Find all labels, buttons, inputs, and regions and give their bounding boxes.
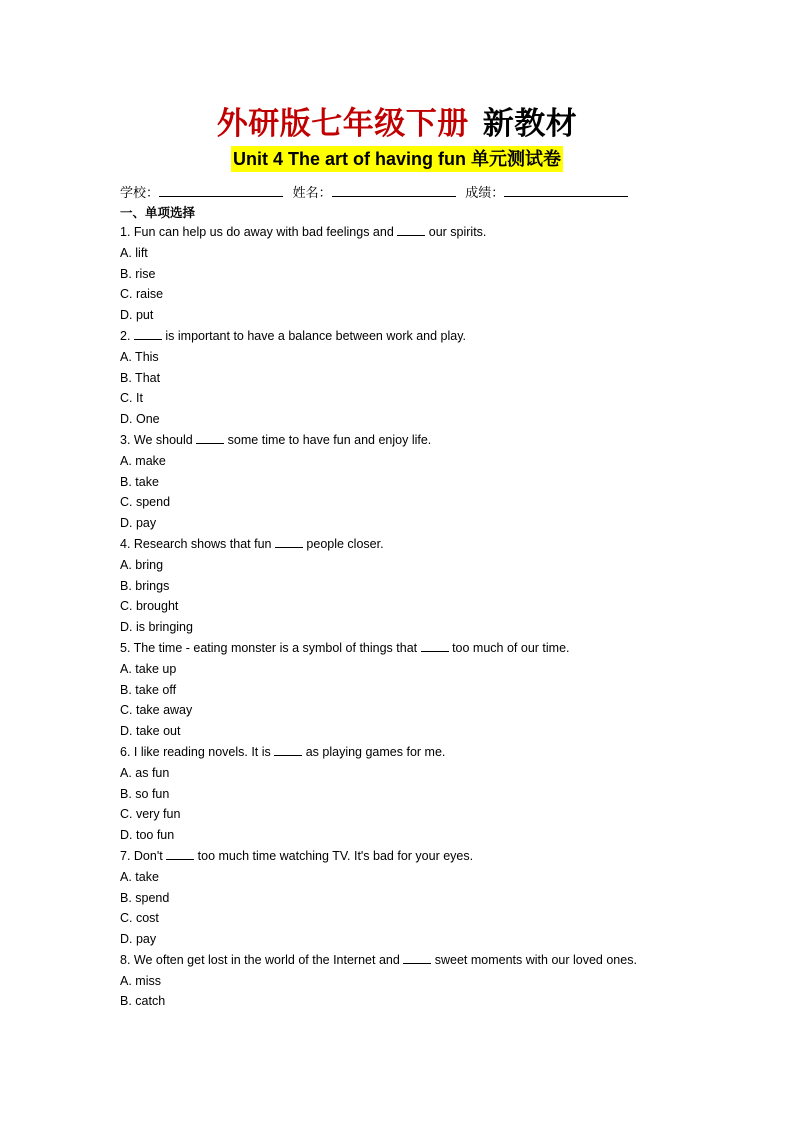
answer-blank [275, 535, 303, 548]
answer-option: B. so fun [120, 786, 170, 801]
answer-option: B. spend [120, 890, 170, 905]
student-info-row [120, 182, 634, 201]
question-stem [120, 430, 740, 451]
answer-option: D. is bringing [120, 620, 193, 635]
document-title [0, 98, 794, 143]
document-subtitle: Unit 4 The art of having fun 单元测试卷 [231, 146, 563, 172]
answer-option: D. too fun [120, 828, 175, 843]
question-text: 7. Don't [120, 848, 167, 863]
answer-option: B. brings [120, 578, 170, 593]
answer-option: D. One [120, 412, 160, 427]
subtitle-row [0, 146, 794, 172]
question-stem [120, 222, 740, 243]
answer-option: B. That [120, 370, 161, 385]
score-label: 成绩： [465, 185, 505, 200]
title-main: 外研版七年级下册 [216, 106, 469, 142]
question-text: 5. The time - eating monster is a symbol of things that [120, 640, 421, 655]
answer-option: A. as fun [120, 765, 170, 780]
answer-option: A. miss [120, 973, 161, 988]
question-text: some time to have fun and enjoy life. [224, 432, 432, 447]
question-stem [120, 534, 740, 555]
question-stem [120, 742, 740, 763]
question-stem [120, 950, 740, 971]
question-stem [120, 846, 740, 867]
question-text: 8. We often get lost in the world of the Internet and [120, 952, 404, 967]
answer-blank [134, 327, 162, 340]
answer-blank [166, 847, 194, 860]
answer-option: D. put [120, 308, 154, 323]
answer-option: C. very fun [120, 807, 181, 822]
answer-option: B. take off [120, 682, 177, 697]
answer-option: D. pay [120, 932, 157, 947]
question-text: 4. Research shows that fun [120, 536, 275, 551]
question-text: is important to have a balance between work and play. [161, 328, 467, 343]
school-label: 学校： [120, 185, 160, 200]
question-text: as playing games for me. [302, 744, 446, 759]
answer-option: C. brought [120, 599, 179, 614]
question-text: too much time watching TV. It's bad for your eyes. [194, 848, 474, 863]
question-stem [120, 638, 740, 659]
question-stem [120, 326, 740, 347]
answer-option: B. take [120, 474, 159, 489]
question-text: 1. Fun can help us do away with bad feelings and [120, 225, 398, 239]
title-secondary: 新教材 [482, 106, 578, 142]
answer-option: A. make [120, 453, 166, 468]
question-text: sweet moments with our loved ones. [431, 952, 637, 967]
question-text: 6. I like reading novels. It is [120, 744, 275, 759]
name-label: 姓名： [292, 185, 332, 200]
answer-blank [403, 951, 431, 964]
answer-blank [196, 431, 224, 444]
school-blank [159, 183, 283, 197]
question-text: too much of our time. [448, 640, 570, 655]
answer-option: C. It [120, 391, 143, 406]
answer-option: A. lift [120, 245, 148, 260]
answer-option: A. take [120, 869, 159, 884]
answer-option: A. This [120, 349, 159, 364]
answer-option: A. take up [120, 661, 177, 676]
answer-option: C. spend [120, 495, 171, 510]
question-text: 3. We should [120, 432, 197, 447]
answer-option: C. raise [120, 287, 164, 302]
answer-option: B. rise [120, 266, 156, 281]
answer-option: B. catch [120, 994, 166, 1009]
section-title: 一、单项选择 [120, 206, 196, 220]
answer-option: D. take out [120, 724, 181, 739]
question-text: 2. [120, 328, 134, 343]
answer-option: C. take away [120, 703, 193, 718]
answer-option: D. pay [120, 516, 157, 531]
question-text: people closer. [302, 536, 384, 551]
question-text: our spirits. [425, 225, 487, 239]
answer-blank [421, 639, 449, 652]
answer-blank [274, 743, 302, 756]
question-list [120, 222, 740, 1012]
answer-option: C. cost [120, 911, 159, 926]
answer-option: A. bring [120, 557, 164, 572]
score-blank [504, 183, 628, 197]
name-blank [332, 183, 456, 197]
answer-blank [397, 223, 425, 236]
